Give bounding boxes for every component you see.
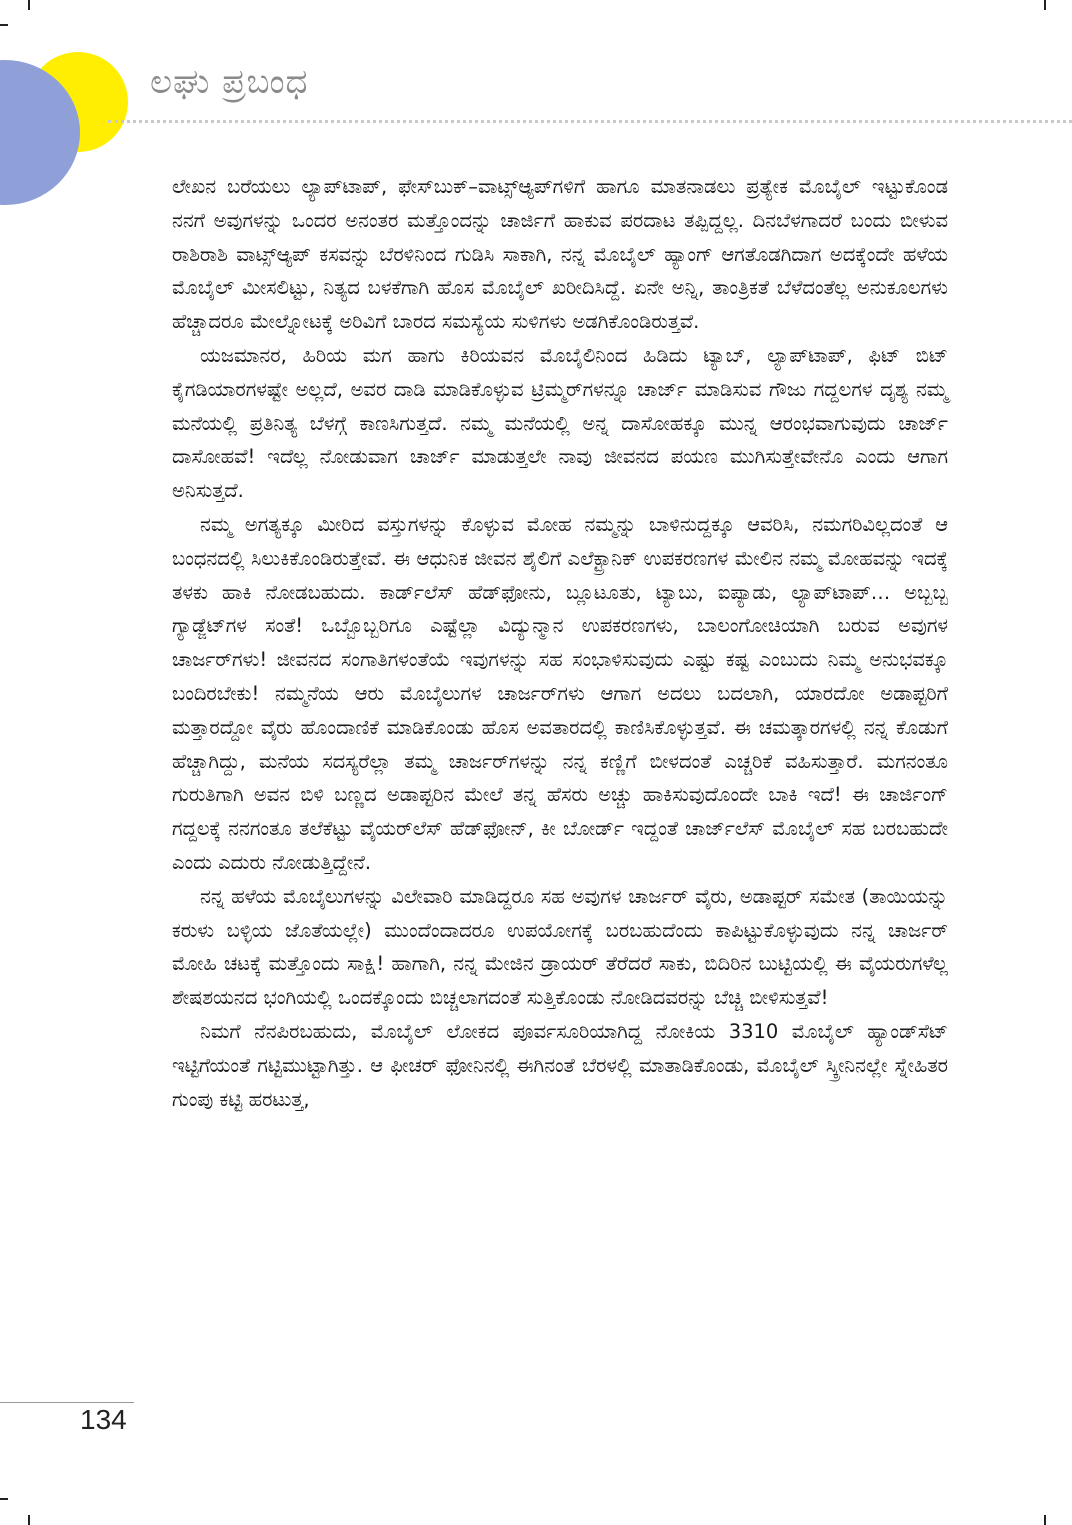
paragraph-2: ಯಜಮಾನರ, ಹಿರಿಯ ಮಗ ಹಾಗು ಕಿರಿಯವನ ಮೊಬೈಲಿನಿಂದ ಹಿಡಿದು ಟ್ಯಾಬ್, ಲ್ಯಾಪ್‌ಟಾಪ್, ಫಿಟ್ ಬಿಟ್ ಕೈಗಡಿಯಾರಗಳಷ್ಟೇ ಅಲ್ಲದೆ, ಅವರ ದಾಡಿ ಮಾಡಿಕೊಳ್ಳುವ ಟ್ರಿಮ್ಮರ್‌ಗಳನ್ನೂ ಚಾರ್ಜ್ ಮಾಡಿಸುವ ಗೌಜು ಗದ್ದಲಗಳ ದೃಶ್ಯ ನಮ್ಮ ಮನೆಯಲ್ಲಿ ಪ್ರತಿನಿತ್ಯ ಬೆಳಗ್ಗೆ ಕಾಣಸಿಗುತ್ತದೆ. ನಮ್ಮ ಮನೆಯಲ್ಲಿ ಅನ್ನ ದಾಸೋಹಕ್ಕೂ ಮುನ್ನ ಆರಂಭವಾಗುವುದು ಚಾರ್ಜ್ ದಾಸೋಹವೆ! ಇದೆಲ್ಲ ನೋಡುವಾಗ ಚಾರ್ಜ್ ಮಾಡುತ್ತಲೇ ನಾವು ಜೀವನದ ಪಯಣ ಮುಗಿಸುತ್ತೇವೇನೊ ಎಂದು ಆಗಾಗ ಅನಿಸುತ್ತದೆ. (172, 343, 948, 503)
footer-rule (0, 1402, 134, 1403)
paragraph-4: ನನ್ನ ಹಳೆಯ ಮೊಬೈಲುಗಳನ್ನು ವಿಲೇವಾರಿ ಮಾಡಿದ್ದರೂ ಸಹ ಅವುಗಳ ಚಾರ್ಜರ್ ವೈರು, ಅಡಾಪ್ಟರ್ ಸಮೇತ (ತಾಯಿಯನ್ನು ಕರುಳು ಬಳ್ಳಿಯ ಜೊತೆಯಲ್ಲೇ) ಮುಂದೆಂದಾದರೂ ಉಪಯೋಗಕ್ಕೆ ಬರಬಹುದೆಂದು ಕಾಪಿಟ್ಟುಕೊಳ್ಳುವುದು ನನ್ನ ಚಾರ್ಜರ್ ಮೋಹಿ ಚಟಕ್ಕೆ ಮತ್ತೊಂದು ಸಾಕ್ಷಿ! ಹಾಗಾಗಿ, ನನ್ನ ಮೇಜಿನ ಡ್ರಾಯರ್ ತೆರೆದರೆ ಸಾಕು, ಬಿದಿರಿನ ಬುಟ್ಟಿಯಲ್ಲಿ ಈ ವೈಯರುಗಳೆಲ್ಲ ಶೇಷಶಯನದ ಭಂಗಿಯಲ್ಲಿ ಒಂದಕ್ಕೊಂದು ಬಿಚ್ಚಲಾಗದಂತೆ ಸುತ್ತಿಕೊಂಡು ನೋಡಿದವರನ್ನು ಬೆಚ್ಚಿ ಬೀಳಿಸುತ್ತವೆ! (172, 884, 948, 1010)
paragraph-1: ಲೇಖನ ಬರೆಯಲು ಲ್ಯಾಪ್‌ಟಾಪ್, ಫೇಸ್‌ಬುಕ್–ವಾಟ್ಸ್‌ಆ್ಯಪ್‌ಗಳಿಗೆ ಹಾಗೂ ಮಾತನಾಡಲು ಪ್ರತ್ಯೇಕ ಮೊಬೈಲ್ ಇಟ್ಟುಕೊಂಡ ನನಗೆ ಅವುಗಳನ್ನು ಒಂದರ ಅನಂತರ ಮತ್ತೊಂದನ್ನು ಚಾರ್ಜಿಗೆ ಹಾಕುವ ಪರದಾಟ ತಪ್ಪಿದ್ದಲ್ಲ. ದಿನಬೆಳಗಾದರೆ ಬಂದು ಬೀಳುವ ರಾಶಿರಾಶಿ ವಾಟ್ಸ್‌ಆ್ಯಪ್ ಕಸವನ್ನು ಬೆರಳಿನಿಂದ ಗುಡಿಸಿ ಸಾಕಾಗಿ, ನನ್ನ ಮೊಬೈಲ್ ಹ್ಯಾಂಗ್ ಆಗತೊಡಗಿದಾಗ ಅದಕ್ಕೆಂದೇ ಹಳೆಯ ಮೊಬೈಲ್ ಮೀಸಲಿಟ್ಟು, ನಿತ್ಯದ ಬಳಕೆಗಾಗಿ ಹೊಸ ಮೊಬೈಲ್ ಖರೀದಿಸಿದ್ದೆ. ಏನೇ ಅನ್ನಿ, ತಾಂತ್ರಿಕತೆ ಬೆಳೆದಂತೆಲ್ಲ ಅನುಕೂಲಗಳು ಹೆಚ್ಚಾದರೂ ಮೇಲ್ನೋಟಕ್ಕೆ ಅರಿವಿಗೆ ಬಾರದ ಸಮಸ್ಯೆಯ ಸುಳಿಗಳು ಅಡಗಿಕೊಂಡಿರುತ್ತವೆ. (172, 175, 948, 334)
paragraph-3: ನಮ್ಮ ಅಗತ್ಯಕ್ಕೂ ಮೀರಿದ ವಸ್ತುಗಳನ್ನು ಕೊಳ್ಳುವ ಮೋಹ ನಮ್ಮನ್ನು ಬಾಳಿನುದ್ದಕ್ಕೂ ಆವರಿಸಿ, ನಮಗರಿವಿಲ್ಲದಂತೆ ಆ ಬಂಧನದಲ್ಲಿ ಸಿಲುಕಿಕೊಂಡಿರುತ್ತೇವೆ. ಈ ಆಧುನಿಕ ಜೀವನ ಶೈಲಿಗೆ ಎಲೆಕ್ಟ್ರಾನಿಕ್ ಉಪಕರಣಗಳ ಮೇಲಿನ ನಮ್ಮ ಮೋಹವನ್ನು ಇದಕ್ಕೆ ತಳಕು ಹಾಕಿ ನೋಡಬಹುದು. ಕಾರ್ಡ್‌ಲೆಸ್ ಹೆಡ್‌ಫೋನು, ಬ್ಲೂಟೂತು, ಟ್ಯಾಬು, ಐಪ್ಯಾಡು, ಲ್ಯಾಪ್‌ಟಾಪ್… ಅಬ್ಬಬ್ಬ ಗ್ಯಾಡ್ಜೆಟ್‌ಗಳ ಸಂತೆ! ಒಬ್ಬೊಬ್ಬರಿಗೂ ಎಷ್ಟೆಲ್ಲಾ ವಿದ್ಯುನ್ಮಾನ ಉಪಕರಣಗಳು, ಬಾಲಂಗೋಚಿಯಾಗಿ ಬರುವ ಅವುಗಳ ಚಾರ್ಜರ್‌ಗಳು! ಜೀವನದ ಸಂಗಾತಿಗಳಂತೆಯೆ ಇವುಗಳನ್ನು ಸಹ ಸಂಭಾಳಿಸುವುದು ಎಷ್ಟು ಕಷ್ಟ ಎಂಬುದು ನಿಮ್ಮ ಅನುಭವಕ್ಕೂ ಬಂದಿರಬೇಕು! ನಮ್ಮನೆಯ ಆರು ಮೊಬೈಲುಗಳ ಚಾರ್ಜರ್‌ಗಳು ಆಗಾಗ ಅದಲು ಬದಲಾಗಿ, ಯಾರದೋ ಅಡಾಪ್ಟರಿಗೆ ಮತ್ತಾರದ್ದೋ ವೈರು ಹೊಂದಾಣಿಕೆ ಮಾಡಿಕೊಂಡು ಹೊಸ ಅವತಾರದಲ್ಲಿ ಕಾಣಿಸಿಕೊಳ್ಳುತ್ತವೆ. ಈ ಚಮತ್ಕಾರಗಳಲ್ಲಿ ನನ್ನ ಕೊಡುಗೆ ಹೆಚ್ಚಾಗಿದ್ದು, ಮನೆಯ ಸದಸ್ಯರೆಲ್ಲಾ ತಮ್ಮ ಚಾರ್ಜರ್‌ಗಳನ್ನು ನನ್ನ ಕಣ್ಣಿಗೆ ಬೀಳದಂತೆ ಎಚ್ಚರಿಕೆ ವಹಿಸುತ್ತಾರೆ. ಮಗನಂತೂ ಗುರುತಿಗಾಗಿ ಅವನ ಬಿಳಿ ಬಣ್ಣದ ಅಡಾಪ್ಟರಿನ ಮೇಲೆ ತನ್ನ ಹೆಸರು ಅಚ್ಚು ಹಾಕಿಸುವುದೊಂದೇ ಬಾಕಿ ಇದೆ! ಈ ಚಾರ್ಜಿಂಗ್ ಗದ್ದಲಕ್ಕೆ ನನಗಂತೂ ತಲೆಕೆಟ್ಟು ವೈಯರ್‌ಲೆಸ್ ಹೆಡ್‌ಫೋನ್, ಕೀ ಬೋರ್ಡ್ ಇದ್ದಂತೆ ಚಾರ್ಜ್‌ಲೆಸ್ ಮೊಬೈಲ್ ಸಹ ಬರಬಹುದೇ ಎಂದು ಎದುರು ನೋಡುತ್ತಿದ್ದೇನೆ. (172, 512, 948, 874)
crop-mark-left-upper (0, 24, 8, 26)
page-header-title: ಲಘು ಪ್ರಬಂಧ (150, 62, 309, 102)
crop-mark-bottom-left (28, 1515, 30, 1525)
essay-body (172, 170, 948, 1116)
header-dotted-rule (108, 120, 1072, 123)
page-number: 134 (80, 1404, 127, 1435)
crop-mark-left-lower (0, 1498, 8, 1500)
crop-mark-bottom-right (1044, 1515, 1046, 1525)
paragraph-5: ನಿಮಗೆ ನೆನಪಿರಬಹುದು, ಮೊಬೈಲ್ ಲೋಕದ ಪೂರ್ವಸೂರಿಯಾಗಿದ್ದ ನೋಕಿಯ 3310 ಮೊಬೈಲ್ ಹ್ಯಾಂಡ್‌ಸೆಟ್ ಇಟ್ಟಿಗೆಯಂತೆ ಗಟ್ಟಿಮುಟ್ಟಾಗಿತ್ತು. ಆ ಫೀಚರ್ ಫೋನಿನಲ್ಲಿ ಈಗಿನಂತೆ ಬೆರಳಲ್ಲಿ ಮಾತಾಡಿಕೊಂಡು, ಮೊಬೈಲ್ ಸ್ಕ್ರೀನಿನಲ್ಲೇ ಸ್ನೇಹಿತರ ಗುಂಪು ಕಟ್ಟಿ ಹರಟುತ್ತ, (172, 1019, 948, 1111)
crop-mark-top-left (28, 0, 30, 10)
crop-mark-top-right (1044, 0, 1046, 10)
